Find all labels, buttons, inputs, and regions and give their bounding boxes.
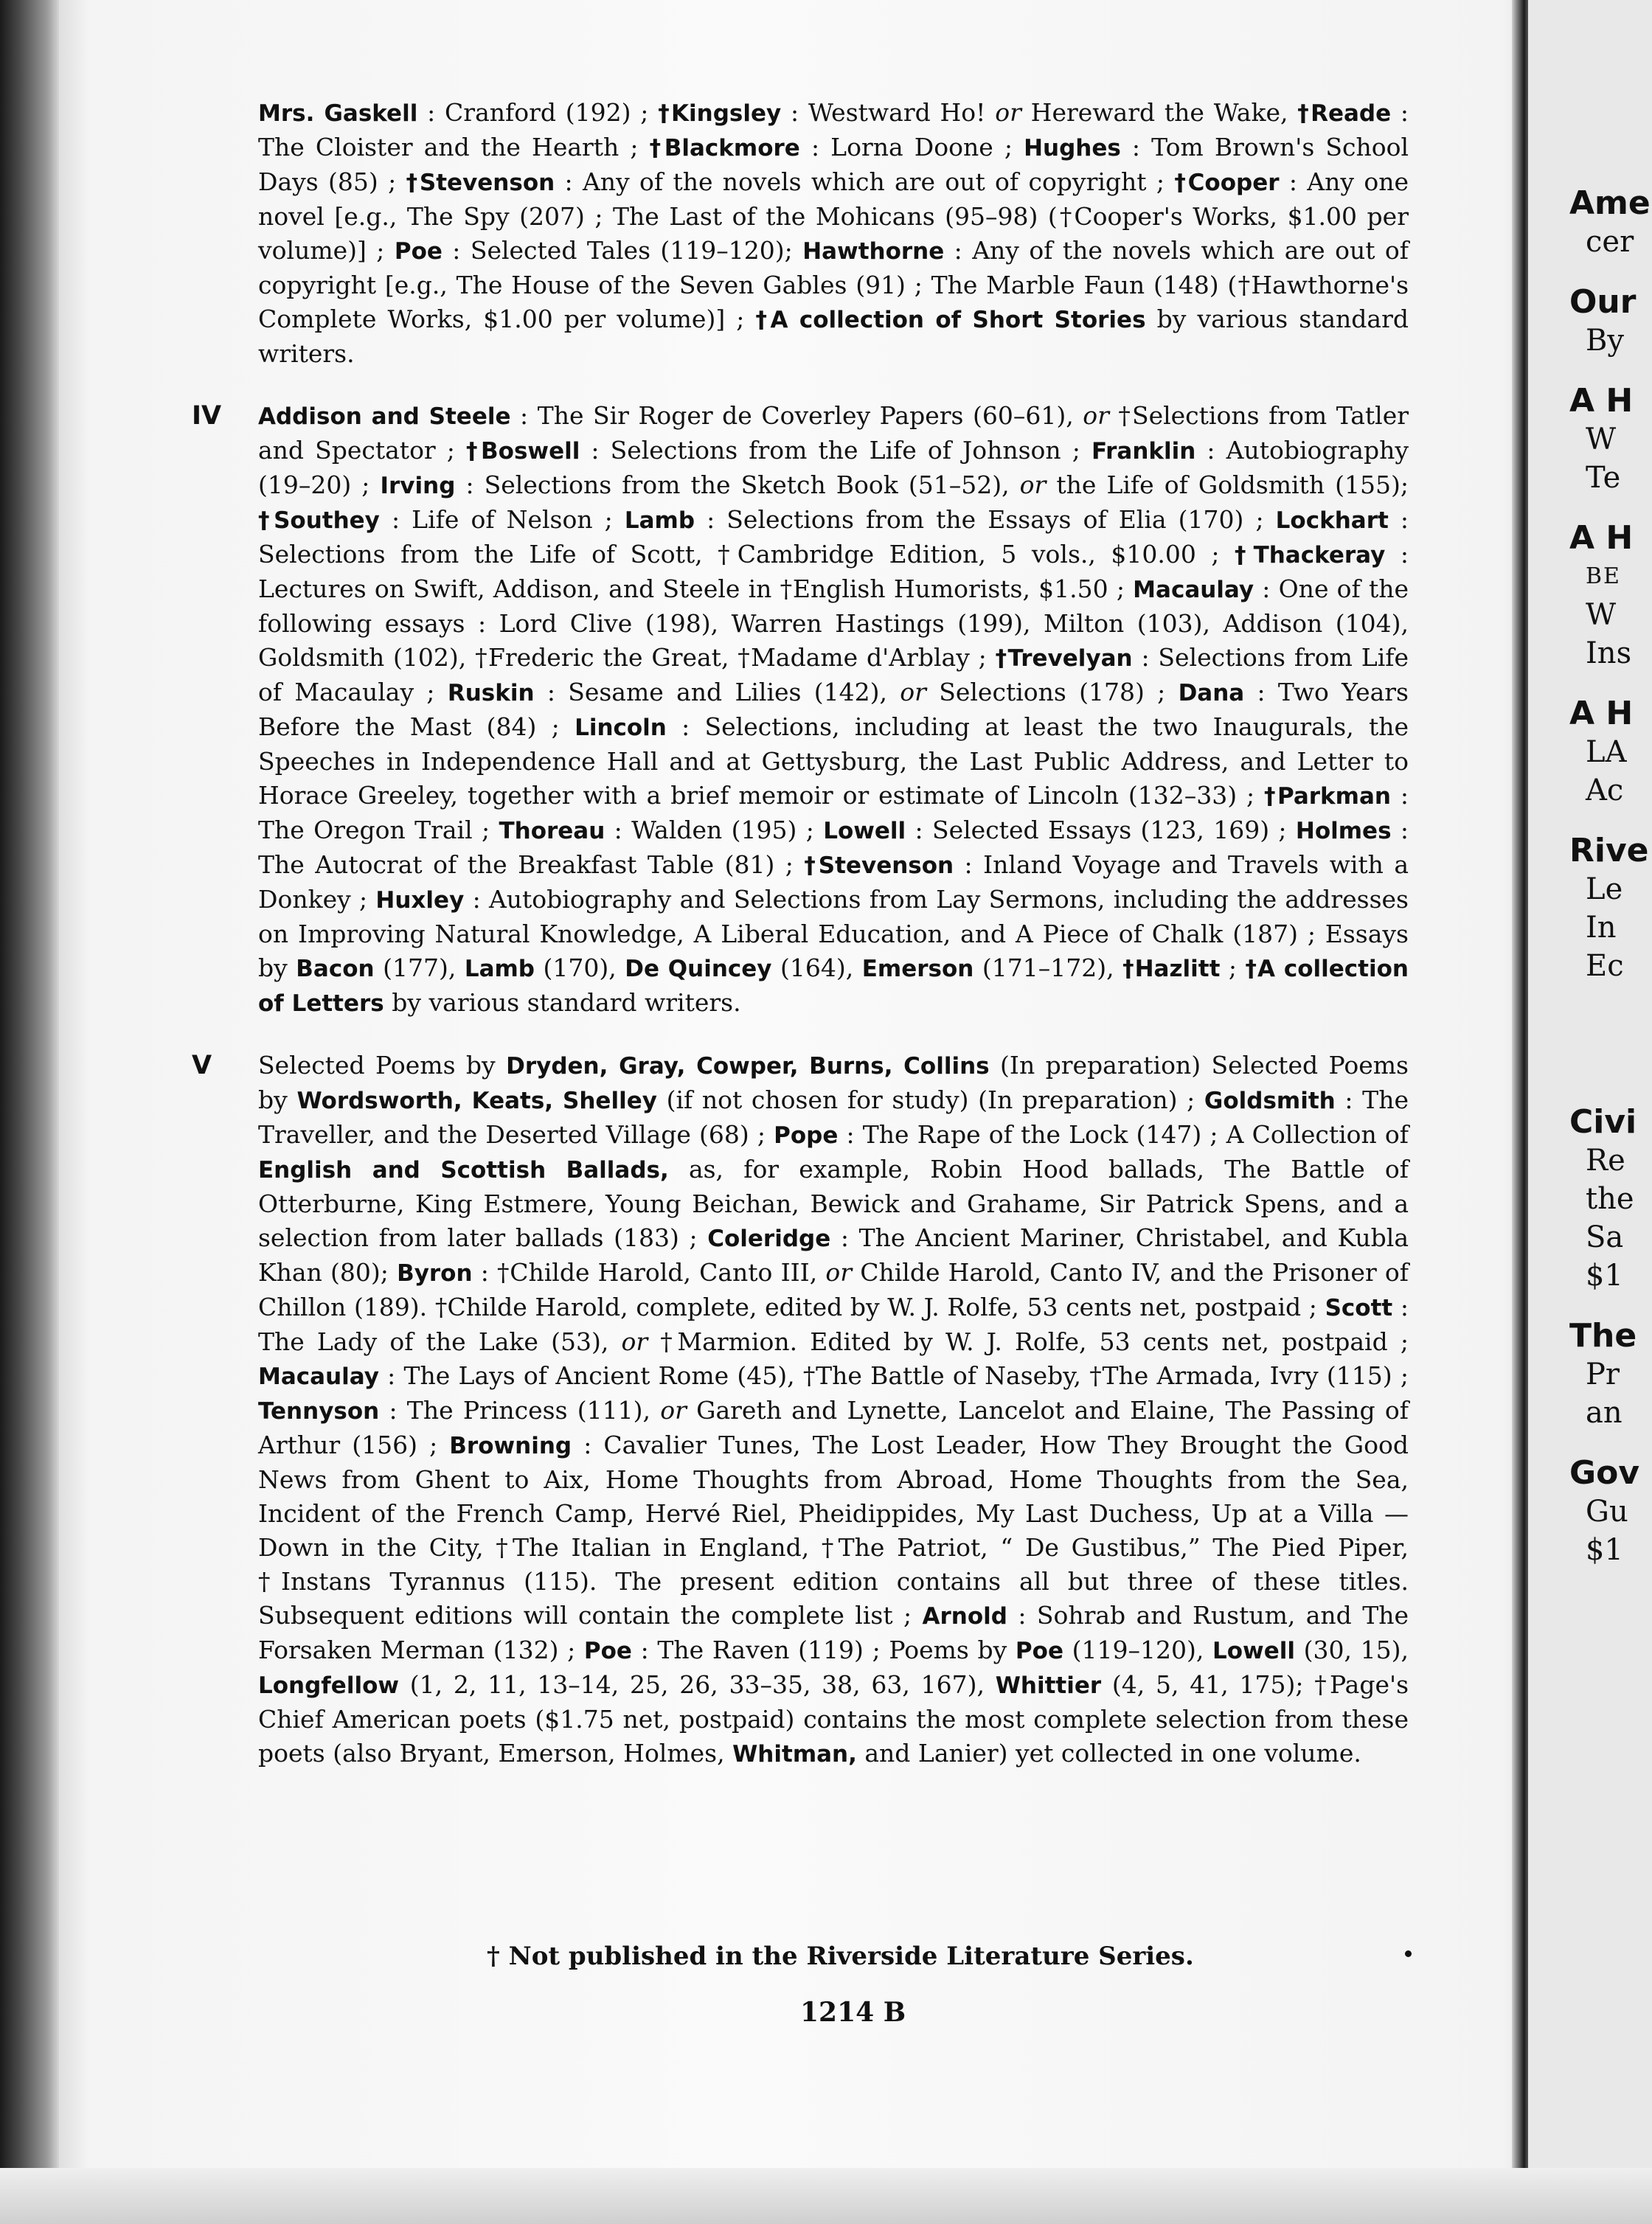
text-run: : Lectures on Swift, Addison, and Steele in †English Humorists, $1.50 ; [258,540,1409,603]
text-run: : The Rape of the Lock (147) ; A Collection of [838,1120,1409,1149]
text-run: : Selected Essays (123, 169) ; [906,816,1296,844]
facing-text-fragment: Gu [1586,1495,1628,1529]
text-run: : Selections, including at least the two Inaugurals, the Speeches in Independence Hall and at Gettysburg, the Last Public Address, and Letter to Horace Greeley, together with a brief memoir or estimate of Lincoln (132–33) ; [258,712,1409,810]
author-name: Macaulay [1133,577,1254,603]
author-name: Dryden, Gray, Cowper, Burns, Collins [506,1053,990,1080]
text-run: Childe Harold, Canto IV, and the Prisoner of Chillon (189). †Childe Harold, complete, edited by W. J. Rolfe, 53 cents net, postpaid ; [258,1258,1409,1321]
text-run: (119–120), [1063,1636,1212,1664]
author-name: Bacon [296,956,375,982]
text-run: (4, 5, 41, 175); †Page's Chief American poets ($1.75 net, postpaid) contains the most complete selection from these poets (also Bryant, Emerson, Holmes, [258,1670,1409,1768]
text-run: ; [1220,953,1246,982]
facing-text-fragment: Ec [1586,949,1624,983]
text-run: : Selections from the Essays of Elia (170) ; [695,505,1276,534]
facing-heading-fragment: Civi [1569,1103,1637,1141]
author-name: Coleridge [707,1226,831,1252]
author-name: Holmes [1295,818,1392,844]
text-run: (30, 15), [1294,1636,1409,1664]
text-run: (1, 2, 11, 13–14, 25, 26, 33–35, 38, 63, 167), [399,1670,996,1699]
text-run: : The Lays of Ancient Rome (45), †The Battle of Naseby, †The Armada, Ivry (115) ; [378,1361,1409,1390]
author-name: Thoreau [499,818,605,844]
text-run: (171–172), [974,953,1123,982]
text-run: : Selections from the Life of Johnson ; [580,436,1092,465]
facing-heading-fragment: A H [1569,519,1634,557]
author-name: Dana [1178,680,1245,706]
facing-heading-fragment: Gov [1569,1454,1640,1492]
facing-heading-fragment: Rive [1569,832,1649,869]
text-run: : The Princess (111), [379,1396,661,1425]
text-run: : †Childe Harold, Canto III, [472,1258,826,1287]
text-run: : Autobiography (19–20) ; [258,436,1409,499]
author-name: Whittier [995,1672,1102,1699]
text-run: : Sohrab and Rustum, and The Forsaken Merman (132) ; [258,1601,1409,1664]
footnote: † Not published in the Riverside Literature Series. [487,1942,1194,1971]
author-name: Lockhart [1275,507,1389,534]
text-run: : The Sir Roger de Coverley Papers (60–61), [510,401,1083,430]
text-run: †Marmion. Edited by W. J. Rolfe, 53 cents net, postpaid ; [648,1327,1409,1356]
author-name: Tennyson [258,1398,380,1425]
facing-heading-fragment: Our [1569,283,1637,321]
italic-word: or [825,1258,853,1287]
author-name: Poe [583,1638,632,1664]
facing-heading-fragment: The [1569,1317,1637,1355]
entry-iv [192,399,1409,1021]
text-run: : Cranford (192) ; [417,98,659,127]
text-run: : The Traveller, and the Deserted Village (68) ; [258,1085,1409,1149]
text-run: the Life of Goldsmith (155); [1046,470,1409,499]
text-run: : The Lady of the Lake (53), [258,1293,1409,1356]
italic-word: or [1083,401,1109,430]
author-name: Mrs. Gaskell [258,100,418,127]
author-name: Hawthorne [802,238,945,265]
author-name: †Stevenson [406,170,555,196]
author-name: †A collection of Letters [258,956,1409,1017]
facing-page-fragment [1569,162,1652,1569]
author-name: Lincoln [575,715,667,741]
author-name: Emerson [861,956,974,982]
text-run: : Inland Voyage and Travels with a Donkey ; [258,850,1409,914]
author-name: Lowell [1212,1638,1295,1664]
text-run: (In preparation) Selected Poems by [258,1051,1409,1114]
text-run: : Any one novel [e.g., The Spy (207) ; The Last of the Mohicans (95–98) (†Cooper's Works, $1.00 per volume)] ; [258,167,1409,265]
text-run: †Selections from Tatler and Spectator ; [258,401,1409,465]
author-name: Goldsmith [1204,1088,1336,1114]
author-name: †Kingsley [658,100,782,127]
page-number: 1214 B [800,1997,906,2028]
author-name: †Cooper [1174,170,1280,196]
author-name: Scott [1325,1295,1393,1321]
facing-text-fragment: $1 [1586,1533,1623,1567]
page-gutter [1512,0,1528,2224]
text-run: : Sesame and Lilies (142), [534,678,900,706]
text-run: as, for example, Robin Hood ballads, The Battle of Otterburne, King Estmere, Young Beichan, Bewick and Grahame, Sir Patrick Spens, and a selection from later ballads (183) ; [258,1155,1409,1252]
author-name: Byron [397,1260,473,1287]
author-name: English and Scottish Ballads, [258,1157,669,1184]
facing-text-fragment [1569,985,1652,1081]
text-run: (170), [534,953,625,982]
text-run: : Autobiography and Selections from Lay Sermons, including the addresses on Improving Natural Knowledge, A Liberal Education, and A Piece of Chalk (187) ; Essays by [258,885,1409,982]
facing-text-fragment: In [1586,911,1617,945]
author-name: †Stevenson [804,852,954,879]
text-run: (177), [374,953,465,982]
italic-word: or [621,1327,648,1356]
stray-dot [1405,1950,1412,1957]
facing-text-fragment: an [1586,1396,1622,1430]
facing-text-fragment: W [1586,423,1617,456]
text-run: : Cavalier Tunes, The Lost Leader, How They Brought the Good News from Ghent to Aix, Home Thoughts from Abroad, Home Thoughts from the Sea, Incident of the French Camp, Hervé Riel, Pheidippides, My Last Duchess, Up at a Villa — Down in the City, †The Italian in England, †The Patriot, “ De Gustibus,” The Pied Piper, †Instans Tyrannus (115). The present edition contains all but three of these titles. Subsequent editions will contain the complete list ; [258,1431,1409,1630]
entry-iii-text [258,96,1409,371]
facing-text-fragment: Pr [1586,1358,1620,1391]
text-run: by various standard writers. [384,988,741,1017]
text-run: : Life of Nelson ; [379,505,625,534]
author-name: Longfellow [258,1672,400,1699]
text-run: by various standard writers. [258,305,1409,368]
facing-text-fragment: $1 [1586,1259,1623,1293]
facing-heading-fragment: A H [1569,695,1634,732]
text-run: Selected Poems by [258,1051,507,1080]
author-name: De Quincey [625,956,772,982]
text-run: (if not chosen for study) (In preparation) ; [656,1085,1204,1114]
facing-text-fragment: Ins [1586,636,1632,670]
facing-heading-fragment: A H [1569,382,1634,420]
author-name: †Boswell [465,438,580,465]
author-name: Lamb [464,956,535,982]
author-name: †Trevelyan [995,645,1133,672]
text-run: : Any of the novels which are out of copyright ; [555,167,1175,196]
entry-number: IV [192,401,222,431]
text-run: : Any of the novels which are out of copyright [e.g., The House of the Seven Gables (91) ; The Marble Faun (148) (†Hawthorne's Complete Works, $1.00 per volume)] ; [258,236,1409,333]
facing-text-fragment: Te [1586,461,1621,495]
facing-text-fragment: cer [1586,225,1634,259]
facing-text-fragment: LA [1586,735,1627,769]
italic-word: or [660,1396,687,1425]
entry-v-text [258,1049,1409,1771]
facing-heading-fragment: Ame [1569,184,1651,222]
author-name: Ruskin [447,680,535,706]
author-name: Macaulay [258,1363,379,1390]
author-name: Huxley [375,887,465,914]
text-run: : Walden (195) ; [605,816,824,844]
entry-iii [258,96,1409,371]
author-name: Addison and Steele [258,403,511,430]
facing-text-fragment: the [1586,1182,1634,1216]
facing-text-fragment: BE [1586,563,1621,589]
text-run: : Selections from Life of Macaulay ; [258,643,1409,706]
entry-v [192,1049,1409,1771]
text-run: : The Ancient Mariner, Christabel, and Kubla Khan (80); [258,1223,1409,1287]
text-run: Selections (178) ; [926,678,1179,706]
text-run: : One of the following essays : Lord Clive (198), Warren Hastings (199), Milton (103), Addison (104), Goldsmith (102), †Frederic the Great, †Madame d'Arblay ; [258,574,1409,672]
facing-text-fragment: W [1586,598,1617,632]
author-name: Browning [449,1433,572,1459]
author-name: Lowell [823,818,906,844]
facing-text-fragment: Le [1586,872,1623,906]
author-name: Pope [774,1122,839,1149]
text-run: : The Cloister and the Hearth ; [258,98,1409,161]
italic-word: or [900,678,926,706]
entry-number: V [192,1051,212,1080]
text-run: Gareth and Lynette, Lancelot and Elaine, The Passing of Arthur (156) ; [258,1396,1409,1459]
facing-text-fragment: Sa [1586,1220,1624,1254]
author-name: Poe [1015,1638,1063,1664]
facing-text-fragment: Re [1586,1144,1625,1178]
author-name: Franklin [1091,438,1196,465]
facing-text-fragment: By [1586,324,1624,358]
text-run: : The Autocrat of the Breakfast Table (81) ; [258,816,1409,879]
text-run: and Lanier) yet collected in one volume. [856,1739,1361,1768]
author-name: Poe [394,238,442,265]
text-column [192,96,1409,1799]
page-binding-edge [0,0,59,2224]
author-name: Wordsworth, Keats, Shelley [296,1088,657,1114]
author-name: †Blackmore [649,135,800,161]
italic-word: or [1019,470,1047,499]
author-name: †Thackeray [1235,542,1386,569]
author-name: †A collection of Short Stories [755,307,1146,333]
italic-word: or [995,98,1021,127]
text-run: : Selected Tales (119–120); [442,236,803,265]
author-name: Irving [380,473,456,499]
text-run: : Two Years Before the Mast (84) ; [258,678,1409,741]
text-run: Hereward the Wake, [1021,98,1298,127]
text-run: : The Raven (119) ; Poems by [631,1636,1016,1664]
author-name: Arnold [922,1603,1007,1630]
text-run: : Westward Ho! [781,98,996,127]
text-run: : Selections from the Sketch Book (51–52), [455,470,1020,499]
page-bottom-shadow [0,2168,1652,2224]
text-run: : Tom Brown's School Days (85) ; [258,133,1409,196]
text-run: : Selections from the Life of Scott, †Cambridge Edition, 5 vols., $10.00 ; [258,505,1409,569]
author-name: Hughes [1024,135,1121,161]
entry-iv-text [258,399,1409,1021]
author-name: †Parkman [1264,783,1391,810]
text-run: : Lorna Doone ; [799,133,1024,161]
facing-text-fragment: Ac [1586,774,1624,807]
author-name: †Hazlitt [1122,956,1221,982]
text-run: (164), [771,953,862,982]
author-name: †Reade [1297,100,1392,127]
author-name: †Southey [258,507,380,534]
author-name: Lamb [624,507,695,534]
text-run: : The Oregon Trail ; [258,781,1409,844]
author-name: Whitman, [732,1741,857,1768]
